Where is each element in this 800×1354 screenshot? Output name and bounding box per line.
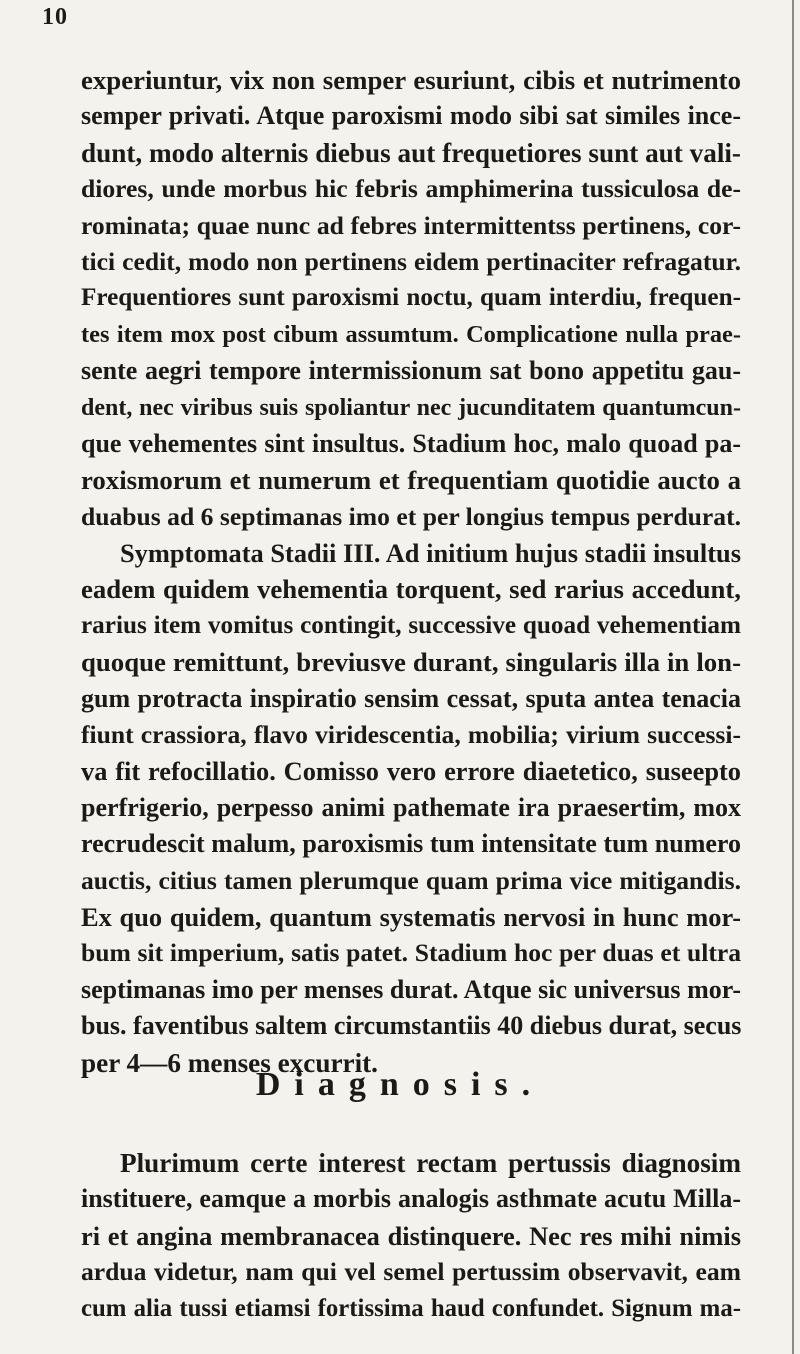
text-line: ardua videtur, nam qui vel semel pertussim observavit, eam [81,1257,741,1287]
text-line: auctis, citius tamen plerumque quam prima vice mitigandis. [81,865,741,895]
text-line: roxismorum et numerum et frequentiam quotidie aucto a [81,465,741,496]
text-line: dent, nec viribus suis spoliantur nec jucunditatem quantumcun- [81,394,741,421]
text-line: duabus ad 6 septimanas imo et per longius tempus perdurat. [81,501,741,531]
text-line: recrudescit malum, paroxismis tum intensitate tum numero [81,829,741,859]
text-line: quoque remittunt, breviusve durant, singularis illa in lon- [81,647,741,678]
text-line: gum protracta inspiratio sensim cessat, sputa antea tenacia [81,683,741,713]
text-line: Symptomata Stadii III. Ad initium hujus stadii insultus [120,538,741,569]
text-line: sente aegri tempore intermissionum sat bono appetitu gau- [81,356,741,386]
text-line: Ex quo quidem, quantum systematis nervosi in hunc mor- [81,901,741,932]
text-line: perfrigerio, perpesso animi pathemate ira praesertim, mox [81,792,741,822]
text-line: rarius item vomitus contingit, successive quoad vehementiam [81,611,741,639]
text-line: eadem quidem vehementia torquent, sed rarius accedunt, [81,574,741,605]
text-line: bum sit imperium, satis patet. Stadium hoc per duas et ultra [81,938,741,968]
text-line: rominata; quae nunc ad febres intermittentss pertinens, cor- [81,210,741,240]
section-heading: Diagnosis. [255,1066,545,1103]
text-line: semper privati. Atque paroxismi modo sibi sat similes ince- [81,101,741,131]
text-line: diores, unde morbus hic febris amphimerina tussiculosa de- [81,174,741,204]
text-line: que vehementes sint insultus. Stadium hoc, malo quoad pa- [81,428,741,458]
page-number: 10 [42,4,68,30]
text-line: ri et angina membranacea distinquere. Nec res mihi nimis [81,1220,741,1251]
text-line: per 4—6 menses excurrit. [81,1047,378,1078]
text-line: va fit refocillatio. Comisso vero errore diaetetico, suseepto [81,756,741,787]
body-text-upper [81,62,741,1081]
text-line: Plurimum certe interest rectam pertussis diagnosim [120,1148,741,1178]
text-line: instituere, eamque a morbis analogis asthmate acutu Milla- [81,1184,741,1214]
text-line: tes item mox post cibum assumtum. Complicatione nulla prae- [81,320,741,348]
body-text-lower [81,1145,741,1327]
text-line: cum alia tussi etiamsi fortissima haud confundet. Signum ma- [81,1294,741,1322]
text-line: bus. faventibus saltem circumstantiis 40 diebus durat, secus [81,1011,742,1041]
text-line: septimanas imo per menses durat. Atque sic universus mor- [81,974,741,1004]
text-line: tici cedit, modo non pertinens eidem pertinaciter refragatur. [81,246,741,276]
text-line: fiunt crassiora, flavo viridescentia, mobilia; virium successi- [81,720,741,750]
text-line: Frequentiores sunt paroxismi noctu, quam interdiu, frequen- [81,284,741,312]
text-line: dunt, modo alternis diebus aut frequetiores sunt aut vali- [81,137,741,168]
text-line: experiuntur, vix non semper esuriunt, cibis et nutrimento [81,65,741,95]
page-edge-shadow [792,0,794,1354]
